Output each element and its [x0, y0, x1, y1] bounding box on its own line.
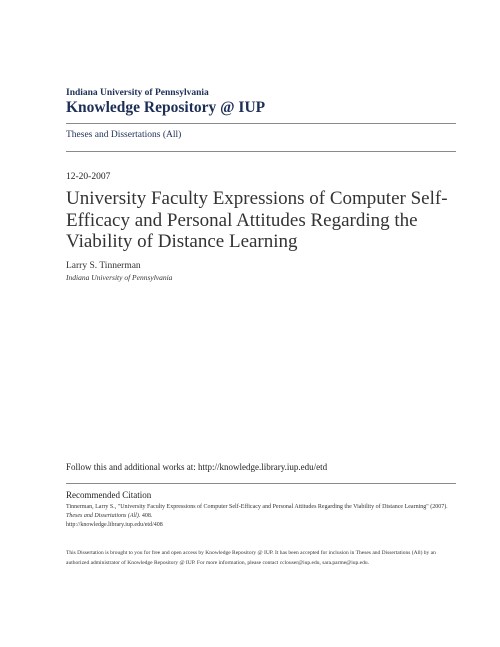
author-affiliation: Indiana University of Pennsylvania [66, 273, 173, 282]
citation-series: Theses and Dissertations (All) [66, 513, 139, 519]
institution-name: Indiana University of Pennsylvania [66, 88, 209, 98]
divider-bottom [66, 483, 456, 484]
publication-date: 12-20-2007 [66, 172, 111, 182]
divider-top [66, 123, 456, 124]
repository-link[interactable]: Knowledge Repository @ IUP [66, 99, 266, 116]
document-title: University Faculty Expressions of Computer Self-Efficacy and Personal Attitudes Regarding the Viability of Distance Learning [66, 188, 448, 252]
divider-middle [66, 151, 456, 152]
follow-link[interactable]: Follow this and additional works at: http://knowledge.library.iup.edu/etd [66, 462, 328, 472]
author-name: Larry S. Tinnerman [66, 261, 141, 271]
citation-text [66, 503, 460, 530]
citation-part-3: . 408. [138, 513, 153, 519]
citation-part-1: Tinnerman, Larry S., "University Faculty Expressions of Computer Self-Efficacy and Personal Attitudes Regarding the Viability of Distance Learning" (2007). [66, 504, 448, 510]
citation-url[interactable]: http://knowledge.library.iup.edu/etd/408 [66, 522, 163, 528]
series-link[interactable]: Theses and Dissertations (All) [66, 130, 182, 140]
recommended-citation-heading: Recommended Citation [66, 490, 152, 500]
access-notice: This Dissertation is brought to you for free and open access by Knowledge Repository @ IUP. It has been accepted for inclusion in Theses and Dissertations (All) by an authorized administrator of Knowledge Repository @ IUP. For more information, please contact cclouser@iup.edu, sara.parme@iup.edu. [66, 550, 436, 566]
